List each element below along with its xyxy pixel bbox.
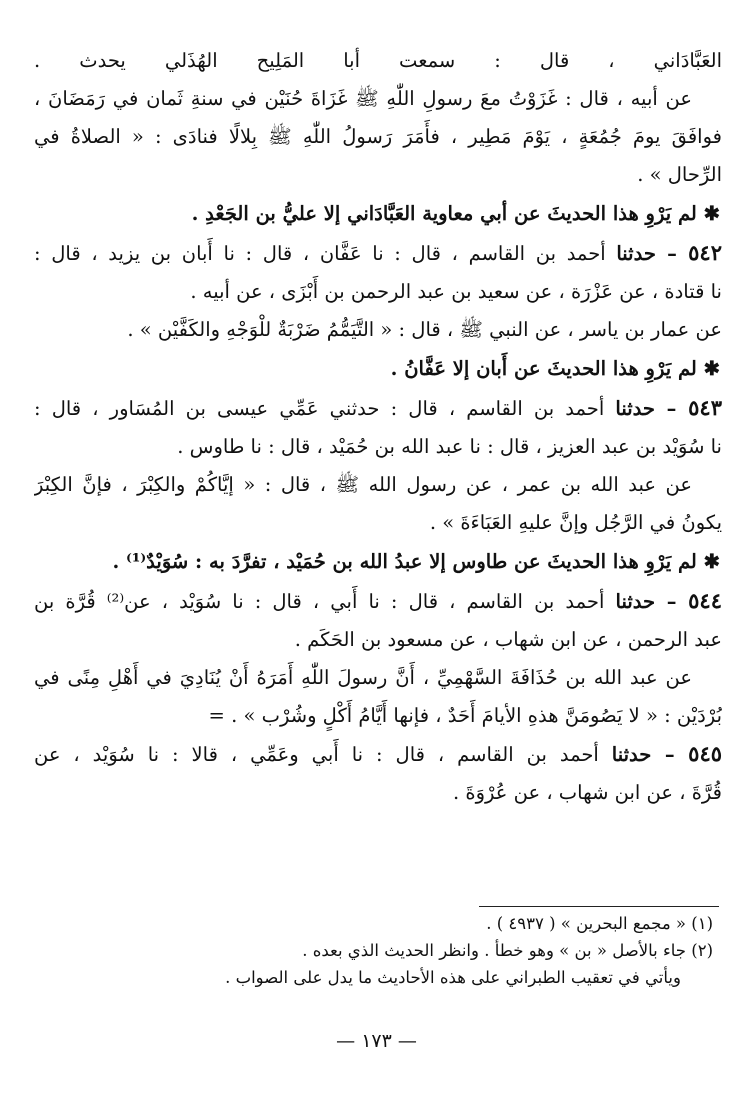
text-line: عبد الرحمن ، عن ابن شهاب ، عن مسعود بن الحَكَم . <box>294 628 722 651</box>
dash: – <box>651 743 689 766</box>
hadith-number: ٥٤٤ <box>688 588 722 613</box>
footnote-1: (١) « مجمع البحرين » ( ٤٩٣٧ ) . <box>486 914 713 933</box>
text-line: العَبَّادَاني ، قال : سمعت أبا المَلِيح الهُذَلي يحدث . <box>34 49 722 72</box>
text-line: قُرَّةَ ، عن ابن شهاب ، عن عُرْوَةَ . <box>453 781 722 804</box>
hadith-label: حدثنا <box>616 242 656 265</box>
hadith-text: أحمد بن القاسم ، قال : نا عَفَّان ، قال : نا أَبان بن يزيد ، قال : <box>34 242 617 265</box>
footnote-2: (٢) جاء بالأصل « بن » وهو خطأ . وانظر الحديث الذي بعده . <box>302 941 713 960</box>
footnote-2-continued: ويأتي في تعقيب الطبراني على هذه الأحاديث ما يدل على الصواب . <box>225 968 681 987</box>
text-line: عن عبد الله بن حُذَافَةَ السَّهْمِيِّ ، أَنَّ رسولَ اللّٰهِ أَمَرَهُ أَنْ يُنَادِيَ في أَهْلِ مِنًى في <box>34 666 692 689</box>
hadith-544 <box>34 582 722 621</box>
dash: – <box>655 590 689 613</box>
heading-note: ✱ لم يَرْوِ هذا الحديثَ عن طاوس إلا عبدُ الله بن حُمَيْد ، تفرَّدَ به : سُوَيْدٌ⁽¹⁾ . <box>112 550 720 573</box>
text-line: بُرْدَيْن : « لا يَصُومَنَّ هذهِ الأيامَ أَحَدٌ ، فإنها أَيَّامُ أَكْلٍ وشُرْب » . = <box>208 704 722 727</box>
hadith-number: ٥٤٣ <box>688 395 722 420</box>
text-line: عن عبد الله بن عمر ، عن رسول الله ﷺ ، قال : « إيَّاكُمْ والكِبْرَ ، فإنَّ الكِبْرَ <box>34 473 692 496</box>
text-line: عن أبيه ، قال : غَزَوْتُ معَ رسولِ اللّٰهِ ﷺ غَزَاةَ حُنَيْن في سنةِ ثَمان في رَمَضَانَ ، <box>34 87 692 110</box>
hadith-label: حدثنا <box>615 590 656 613</box>
dash: – <box>655 242 689 265</box>
hadith-542 <box>34 234 722 273</box>
footnotes <box>33 910 713 991</box>
hadith-text: أحمد بن القاسم ، قال : نا أَبي وعَمِّي ، قالا : نا سُوَيْد ، عن <box>34 743 612 766</box>
hadith-number: ٥٤٢ <box>688 240 722 265</box>
hadith-label: حدثنا <box>615 397 655 420</box>
text-line: يكونُ في الرَّجُل وإنَّ عليهِ العَبَاءَةَ » . <box>429 511 722 534</box>
heading-note: ✱ لم يَرْوِ هذا الحديثَ عن أَبان إلا عَفَّانُ . <box>390 357 720 380</box>
text-line: عن عمار بن ياسر ، عن النبي ﷺ ، قال : « التَّيَمُّمُ ضَرْبَةٌ للْوَجْهِ والكَفَّيْن » . <box>127 318 722 341</box>
hadith-number: ٥٤٥ <box>688 741 722 766</box>
dash: – <box>654 397 689 420</box>
heading-note: ✱ لم يَرْوِ هذا الحديثَ عن أبي معاوية العَبَّادَاني إلا عليُّ بن الجَعْدِ . <box>191 202 720 225</box>
page-number: — ١٧٣ — <box>336 1030 417 1052</box>
page-body <box>34 42 722 812</box>
hadith-545 <box>34 735 722 774</box>
footnote-divider <box>479 906 719 907</box>
hadith-text: أحمد بن القاسم ، قال : حدثني عَمِّي عيسى بن المُسَاور ، قال : <box>34 397 616 420</box>
text-line: فوافَقَ يومَ جُمُعَةٍ ، يَوْمَ مَطِير ، فأَمَرَ رَسولُ اللّٰهِ ﷺ بِلالًا فنادَى : « الصلاةُ في <box>34 125 722 148</box>
hadith-label: حدثنا <box>611 743 652 766</box>
hadith-text: أحمد بن القاسم ، قال : نا أَبي ، قال : نا سُوَيْد ، عن⁽²⁾ قُرَّة بن <box>34 590 616 613</box>
text-line: نا سُوَيْد بن عبد العزيز ، قال : نا عبد الله بن حُمَيْد ، قال : نا طاوس . <box>177 435 722 458</box>
hadith-543 <box>34 389 722 428</box>
text-line: نا قتادة ، عن عَزْرَة ، عن سعيد بن عبد الرحمن بن أَبْزَى ، عن أبيه . <box>190 280 722 303</box>
text-line: الرِّحال » . <box>637 163 722 186</box>
